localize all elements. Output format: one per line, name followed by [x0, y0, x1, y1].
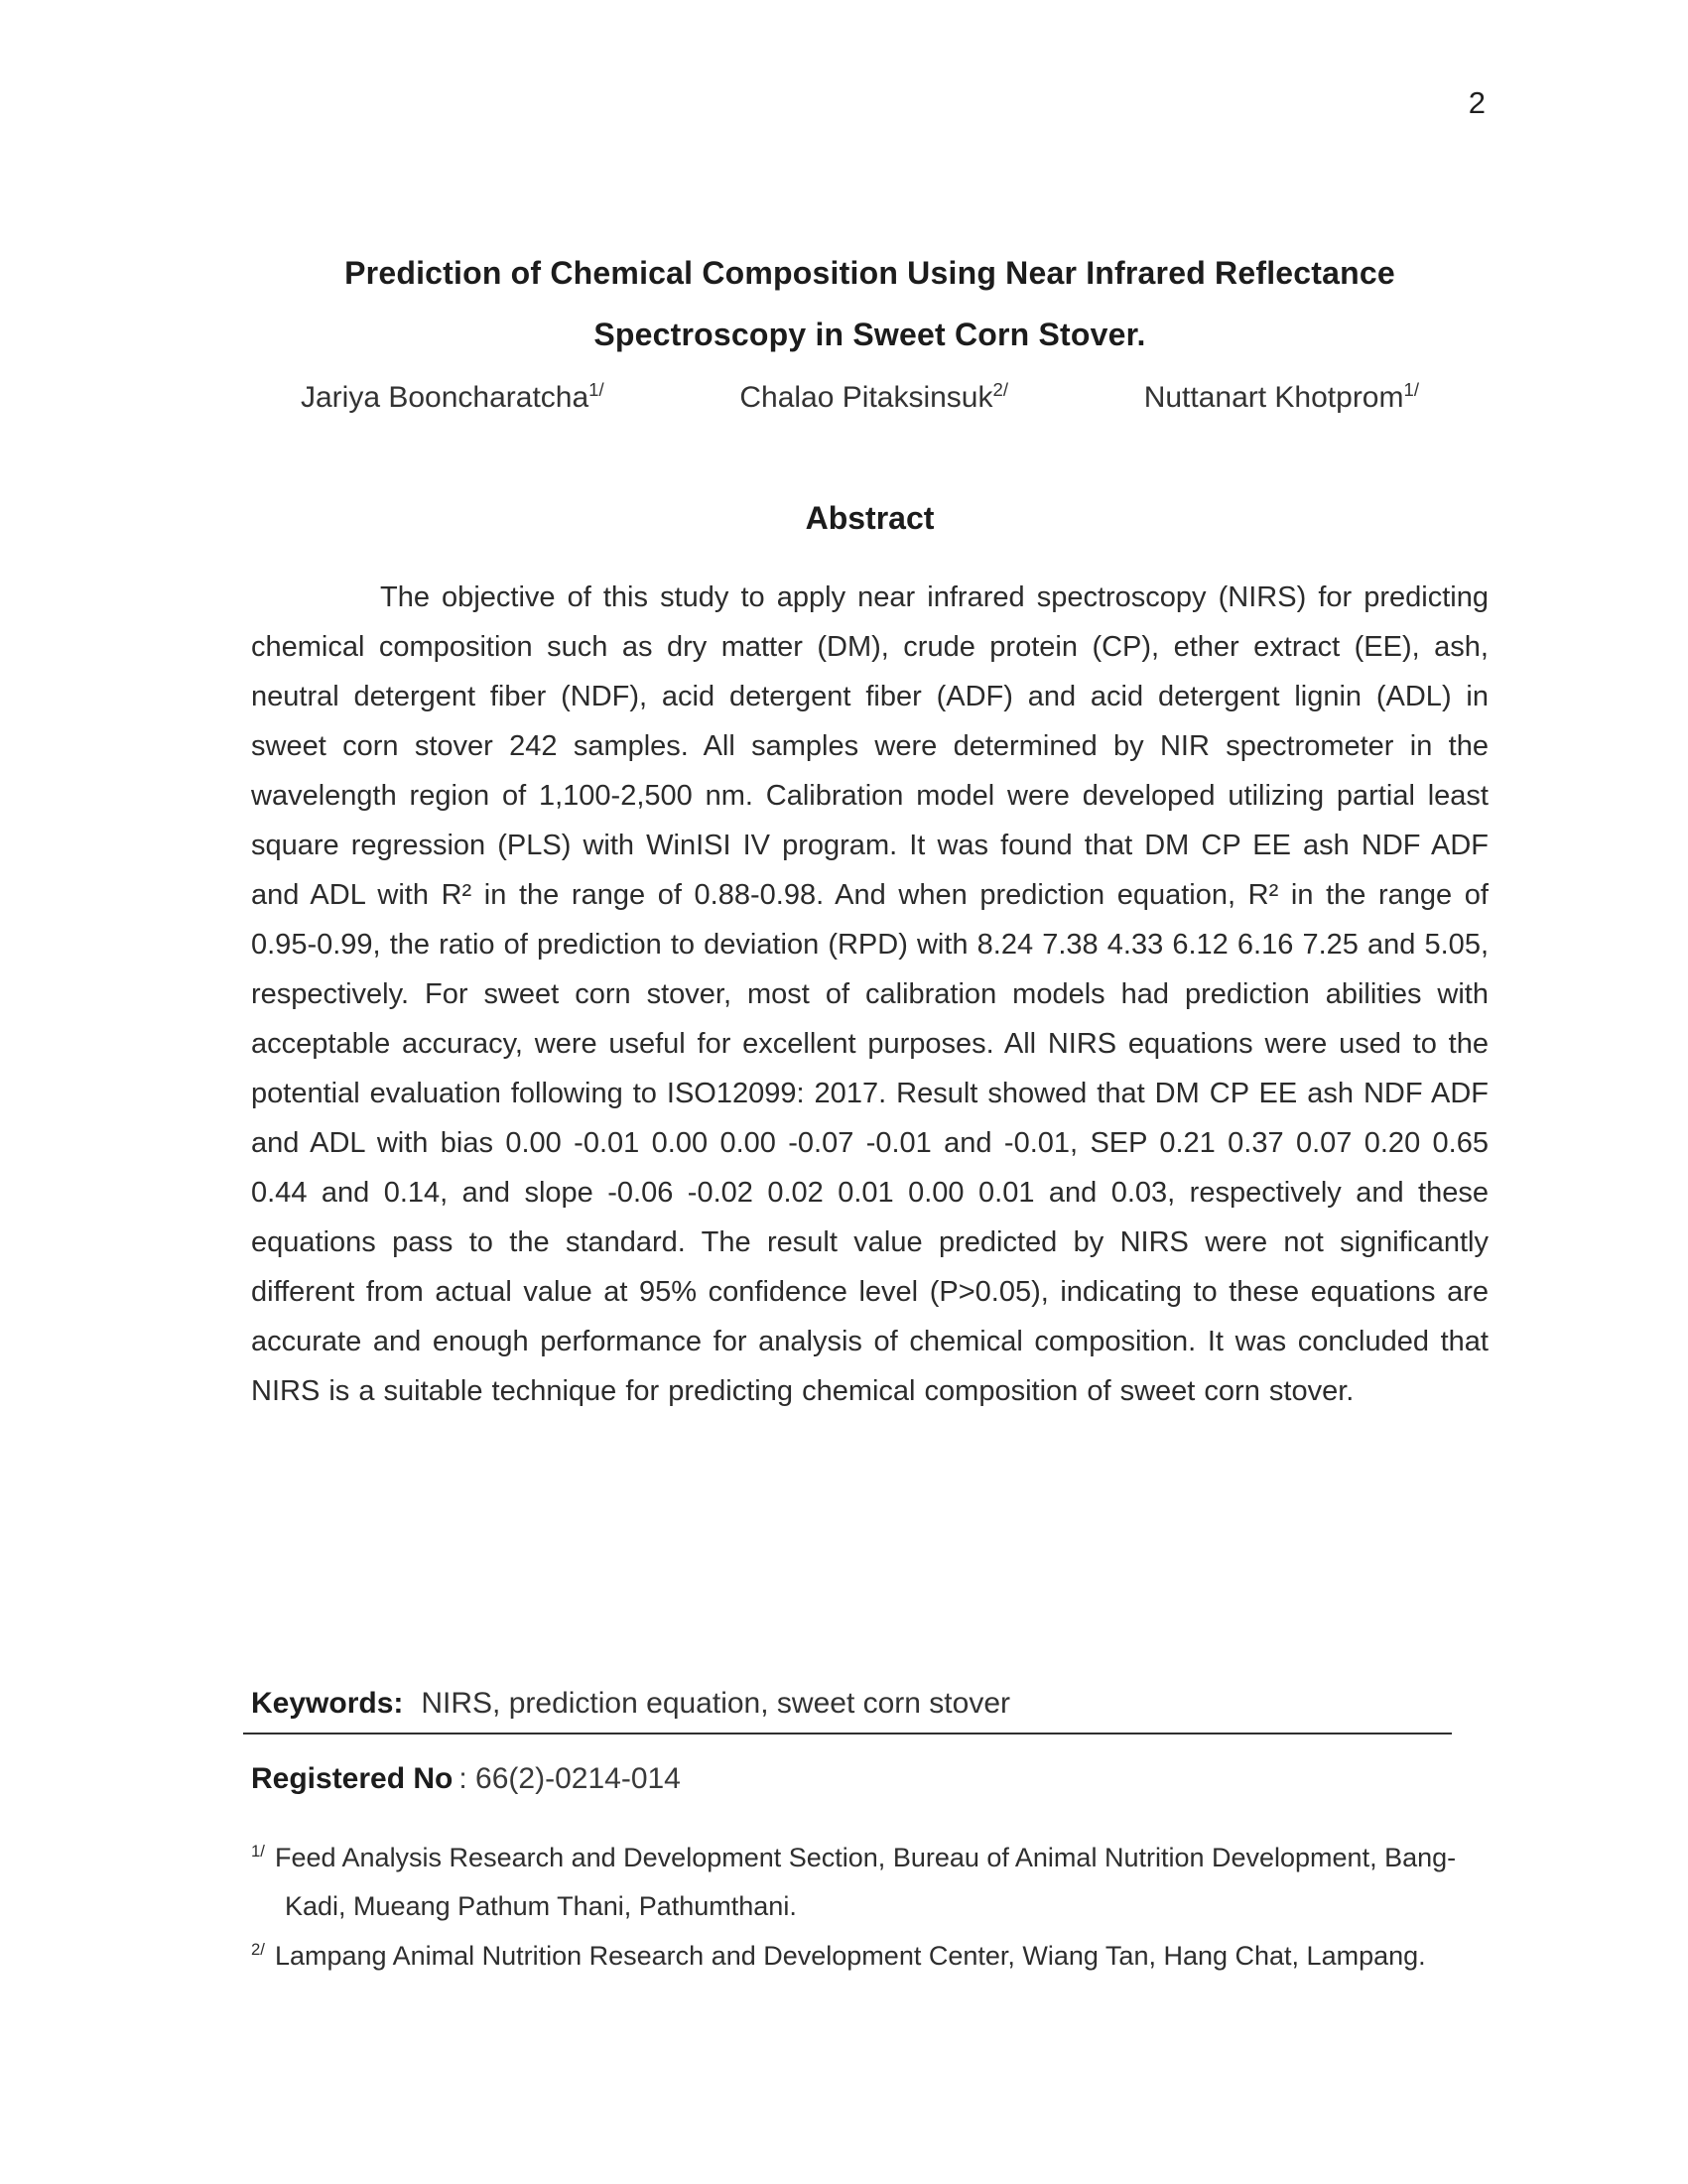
abstract-heading: Abstract — [805, 500, 935, 536]
footnotes — [251, 1834, 1489, 1981]
author-3-affiliation-marker: 1/ — [1403, 379, 1419, 400]
abstract-text: The objective of this study to apply near infrared spectroscopy (NIRS) for predicting chemical composition such as dry matter (DM), crude protein (CP), ether extract (EE), ash, neutral detergent fiber (NDF), acid detergent fiber (ADF) and acid detergent lignin (ADL) in sweet corn stover 242 samples. All samples were determined by NIR spectrometer in the wavelength region of 1,100-2,500 nm. Calibration model were developed utilizing partial least square regression (PLS) with WinISI IV program. It was found that DM CP EE ash NDF ADF and ADL with R² in the range of 0.88-0.98. And when prediction equation, R² in the range of 0.95-0.99, the ratio of prediction to deviation (RPD) with 8.24 7.38 4.33 6.12 6.16 7.25 and 5.05, respectively. For sweet corn stover, most of calibration models had prediction abilities with acceptable accuracy, were useful for excellent purposes. All NIRS equations were used to the potential evaluation following to ISO12099: 2017. Result showed that DM CP EE ash NDF ADF and ADL with bias 0.00 -0.01 0.00 0.00 -0.07 -0.01 and -0.01, SEP 0.21 0.37 0.07 0.20 0.65 0.44 and 0.14, and slope -0.06 -0.02 0.02 0.01 0.00 0.01 and 0.03, respectively and these equations pass to the standard. The result value predicted by NIRS were not significantly different from actual value at 95% confidence level (P>0.05), indicating to these equations are accurate and enough performance for analysis of chemical composition. It was concluded that NIRS is a suitable technique for predicting chemical composition of sweet corn stover. — [251, 581, 1489, 1407]
author-3 — [1144, 381, 1419, 415]
author-2-affiliation-marker: 2/ — [992, 379, 1009, 400]
page-number: 2 — [1468, 85, 1486, 120]
footnote-2-text: Lampang Animal Nutrition Research and Development Center, Wiang Tan, Hang Chat, Lampang. — [274, 1941, 1426, 1971]
keywords-label: Keywords: — [251, 1687, 404, 1720]
paper-title: Prediction of Chemical Composition Using Near Infrared Reflectance Spectroscopy in Sweet Corn Stover. — [344, 255, 1395, 352]
keywords-value: NIRS, prediction equation, sweet corn stover — [421, 1687, 1011, 1720]
author-list — [251, 381, 1489, 415]
footnote-2 — [251, 1932, 1489, 1981]
author-3-name: Nuttanart Khotprom — [1143, 381, 1404, 414]
page-content — [251, 0, 1489, 1416]
footnote-1-marker: 1/ — [251, 1842, 265, 1861]
registered-no-line — [251, 1762, 1489, 1796]
author-1 — [301, 381, 604, 415]
footnote-1 — [251, 1834, 1489, 1931]
footnote-1-text: Feed Analysis Research and Development Section, Bureau of Animal Nutrition Development, Bang-Kadi, Mueang Pathum Thani, Pathumthani. — [274, 1843, 1457, 1921]
author-2 — [739, 381, 1008, 415]
author-2-name: Chalao Pitaksinsuk — [739, 381, 993, 414]
registered-no-label: Registered No — [251, 1762, 454, 1795]
footnote-2-marker: 2/ — [251, 1940, 265, 1959]
author-1-affiliation-marker: 1/ — [588, 379, 604, 400]
author-1-name: Jariya Booncharatcha — [301, 381, 589, 414]
divider-rule — [243, 1733, 1452, 1734]
page-footer-block — [251, 1684, 1489, 1982]
registered-no-value: : 66(2)-0214-014 — [458, 1762, 681, 1795]
keywords-line — [251, 1684, 1489, 1724]
